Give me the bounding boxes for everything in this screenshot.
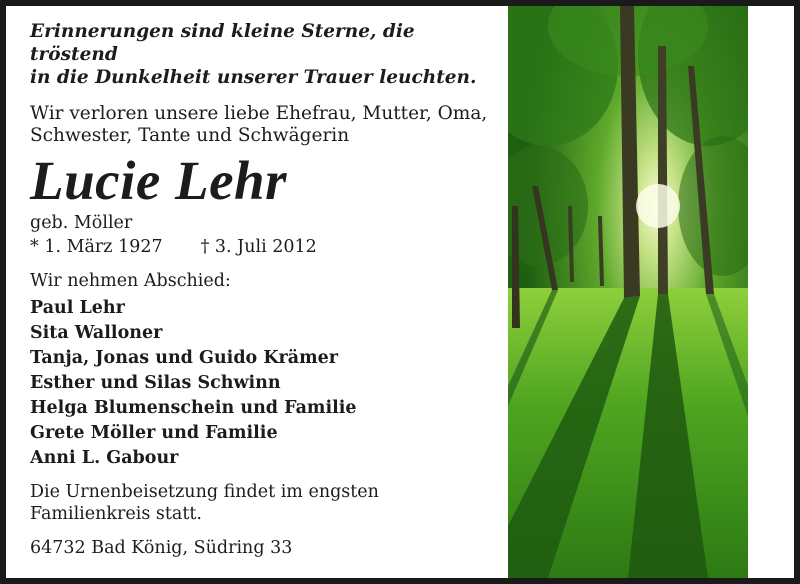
intro-text [30, 103, 500, 147]
birth-name: geb. Möller [30, 213, 133, 233]
address: 64732 Bad König, Südring 33 [30, 538, 293, 558]
memorial-quote [30, 20, 500, 89]
forest-photo [508, 6, 748, 578]
death-date: † 3. Juli 2012 [200, 237, 317, 257]
mourner-list [30, 296, 500, 471]
quote-line-1: Erinnerungen sind kleine Sterne, die tröstend [30, 21, 415, 65]
intro-line-2: Schwester, Tante und Schwägerin [30, 125, 350, 146]
notice-text [30, 20, 500, 559]
mourner: Grete Möller und Familie [30, 423, 278, 443]
burial-line-1: Die Urnenbeisetzung findet im engsten [30, 482, 379, 502]
birth-date: * 1. März 1927 [30, 237, 163, 257]
burial-line-2: Familienkreis statt. [30, 504, 202, 524]
forest-photo-illustration [508, 6, 748, 578]
life-dates [30, 236, 500, 258]
intro-line-1: Wir verloren unsere liebe Ehefrau, Mutter, Oma, [30, 103, 488, 124]
mourner: Tanja, Jonas und Guido Krämer [30, 348, 338, 368]
mourner: Helga Blumenschein und Familie [30, 398, 357, 418]
mourner: Sita Walloner [30, 323, 163, 343]
burial-info [30, 481, 500, 525]
mourner: Esther und Silas Schwinn [30, 373, 281, 393]
farewell-heading: Wir nehmen Abschied: [30, 271, 231, 291]
deceased-name: Lucie Lehr [30, 150, 288, 211]
mourner: Paul Lehr [30, 298, 125, 318]
mourner: Anni L. Gabour [30, 448, 179, 468]
quote-line-2: in die Dunkelheit unserer Trauer leuchten. [30, 67, 477, 88]
